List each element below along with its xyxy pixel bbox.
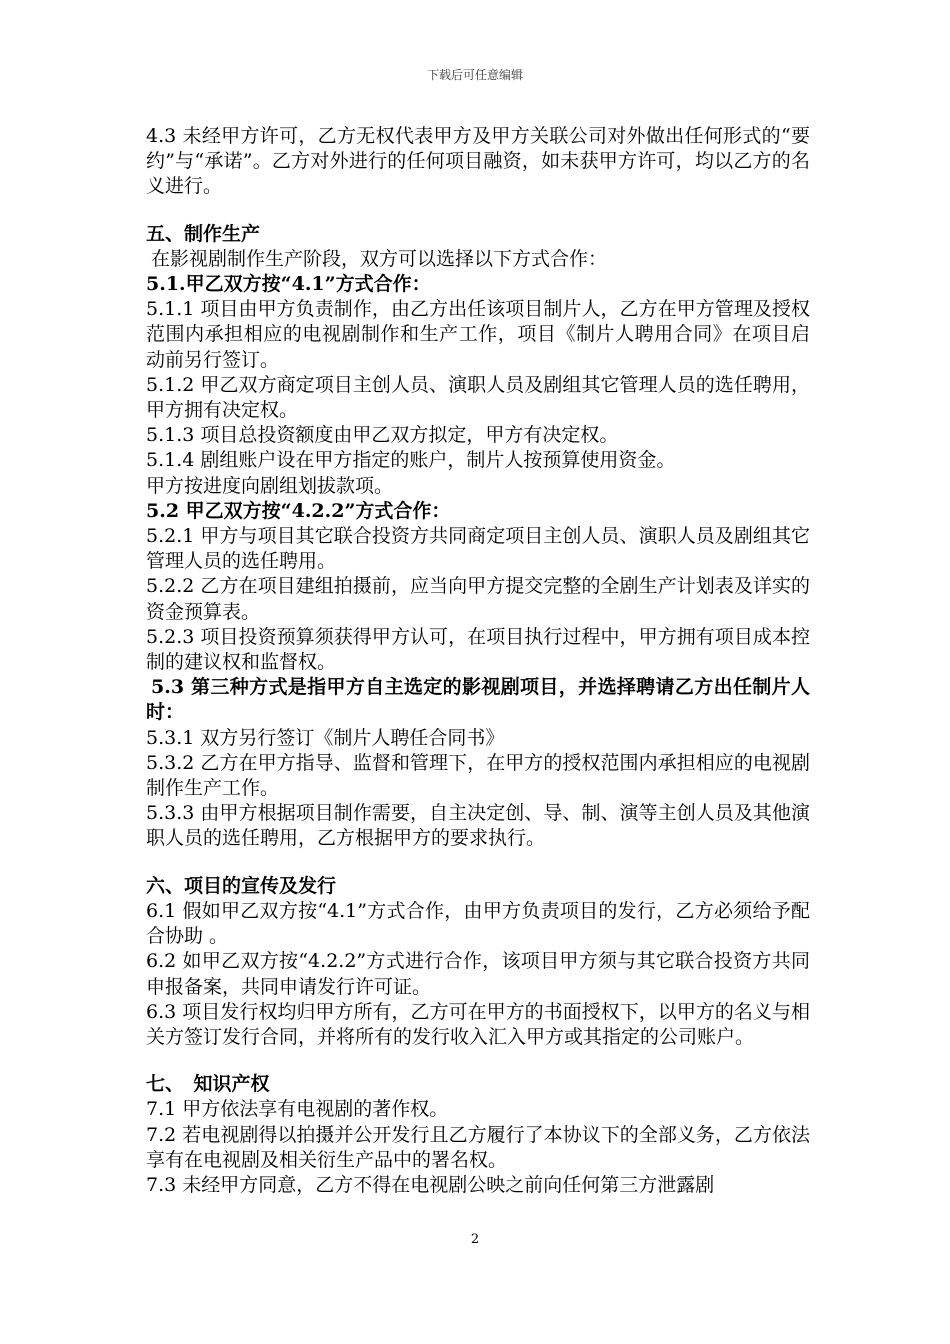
section-5-intro: 在影视剧制作生产阶段，双方可以选择以下方式合作： [151,247,608,270]
clause-heading-5-3: 5.3 第三种方式是指甲方自主选定的影视剧项目，并选择聘请乙方出任制片人时： [146,676,810,724]
clause-5-2-3: 5.2.3 项目投资预算须获得甲方认可，在项目执行过程中，甲方拥有项目成本控制的建议权和监督权。 [146,625,810,674]
clause-5-3-1: 5.3.1 双方另行签订《制片人聘任合同书》 [146,726,505,749]
clause-5-1-4-continued: 甲方按进度向剧组划拔款项。 [146,474,394,497]
clause-7-3: 7.3 未经甲方同意，乙方不得在电视剧公映之前向任何第三方泄露剧 [146,1173,715,1196]
page-header-note: 下载后可任意编辑 [426,68,523,82]
clause-6-2: 6.2 如甲乙双方按“4.2.2”方式进行合作，该项目甲方须与其它联合投资方共同申报备案，共同申请发行许可证。 [146,950,810,998]
clause-5-1-1: 5.1.1 项目由甲方负责制作，由乙方出任该项目制片人，乙方在甲方管理及授权范围内承担相应的电视剧制作和生产工作，项目《制片人聘用合同》在项目启动前另行签订。 [146,298,810,371]
clause-7-1: 7.1 甲方依法享有电视剧的著作权。 [146,1098,449,1121]
section-heading-7: 七、 知识产权 [146,1073,270,1096]
clause-5-1-4: 5.1.4 剧组账户设在甲方指定的账户，制片人按预算使用资金。 [146,449,676,472]
clause-7-2: 7.2 若电视剧得以拍摄并公开发行且乙方履行了本协议下的全部义务，乙方依法享有在电视剧及相关衍生产品中的署名权。 [146,1123,810,1171]
clause-5-1-2: 5.1.2 甲乙双方商定项目主创人员、演职人员及剧组其它管理人员的选任聘用，甲方拥有决定权。 [146,373,810,422]
clause-5-2-1: 5.2.1 甲方与项目其它联合投资方共同商定项目主创人员、演职人员及剧组其它管理人员的选任聘用。 [146,525,810,573]
spacer [146,852,810,874]
clause-4-3: 4.3 未经甲方许可，乙方无权代表甲方及甲方关联公司对外做出任何形式的“要约”与“承诺”。乙方对外进行的任何项目融资，如未获甲方许可，均以乙方的名义进行。 [146,125,810,198]
clause-6-3: 6.3 项目发行权均归甲方所有，乙方可在甲方的书面授权下，以甲方的名义与相关方签订发行合同，并将所有的发行收入汇入甲方或其指定的公司账户。 [146,1000,810,1048]
page-number: 2 [470,1232,480,1247]
clause-heading-5-2: 5.2 甲乙双方按“4.2.2”方式合作： [146,499,451,522]
spacer [146,200,810,222]
clause-5-1-3: 5.1.3 项目总投资额度由甲乙双方拟定，甲方有决定权。 [146,424,619,447]
clause-heading-5-1: 5.1.甲乙双方按“4.1”方式合作： [146,273,431,296]
clause-6-1: 6.1 假如甲乙双方按“4.1”方式合作，由甲方负责项目的发行，乙方必须给予配合协助 。 [146,899,810,948]
section-heading-5: 五、制作生产 [146,222,261,245]
clause-5-3-2: 5.3.2 乙方在甲方指导、监督和管理下，在甲方的授权范围内承担相应的电视剧制作生产工作。 [146,751,810,800]
section-heading-6: 六、项目的宣传及发行 [146,874,337,897]
spacer [146,1050,810,1072]
clause-5-2-2: 5.2.2 乙方在项目建组拍摄前，应当向甲方提交完整的全剧生产计划表及详实的资金预算表。 [146,575,810,623]
clause-5-3-3: 5.3.3 由甲方根据项目制作需要，自主决定创、导、制、演等主创人员及其他演职人员的选任聘用，乙方根据甲方的要求执行。 [146,802,810,850]
document-body [146,124,810,1198]
